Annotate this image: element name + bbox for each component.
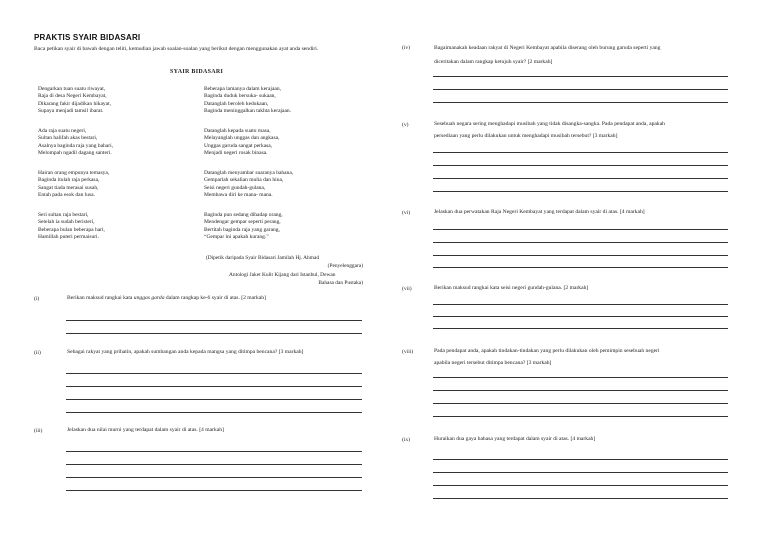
verse-line: Beberapa bulan beberapa hari, <box>38 226 105 233</box>
verse-line: Setelah ia sudah beristeri, <box>38 219 95 226</box>
answer-line <box>433 89 728 90</box>
answer-line <box>66 320 362 321</box>
answer-line <box>433 304 728 305</box>
verse-line: Melompah ngadil dagang santeri. <box>38 149 112 156</box>
instructions: Baca petikan syair di bawah dengan teliti, kemudian jawab soalan-soalan yang berikut dengan menggunakan ayat anda sendiri. <box>34 46 319 52</box>
citation-line: Bahasa dan Pustaka) <box>318 280 363 287</box>
stanza-6 <box>204 128 364 157</box>
citation-line: (Dipetik daripada Syair Bidasari Jamilah Hj. Ahmad <box>206 255 320 261</box>
question-1-text: Berikan maksud rangkai kata unggas garda dalam rangkap ke-6 syair di atas. [2 markah] <box>67 295 266 301</box>
verse-line: Datanglah kepada suatu masa, <box>204 128 271 134</box>
answer-line <box>433 242 728 243</box>
question-3-text: Jelaskan dua nilai murni yang terdapat dalam syair di atas. [4 markah] <box>67 427 224 433</box>
verse-line: Seisi negeri gundah-gulana, <box>204 184 266 191</box>
verse-line: Dengarkan tuan suatu riwayat, <box>38 86 106 92</box>
verse-line: Baginda duduk bersuka- sukaan, <box>204 93 276 100</box>
verse-line: Sultan halifah akas bestari, <box>38 135 98 142</box>
question-5-text: Sesebuah negara sering menghadapi musibah yang tidak disangka-sangka. Pada pendapat anda, apakah persediaan yang perlu dilakukan untuk menghadapi musibah tersebut? [3 markah] <box>434 121 665 139</box>
question-number: (viii) <box>402 349 414 355</box>
question-9-text: Huraikan dua gaya bahasa yang terdapat dalam syair di atas. [4 markah] <box>434 436 596 442</box>
verse-line: Bertitah baginda raja yang garang, <box>204 226 280 233</box>
verse-line: Gemparlah sekalian mulia dan hina, <box>204 177 284 184</box>
answer-line <box>66 386 362 387</box>
stanza-2 <box>38 128 198 157</box>
verse-line: Unggas garuda sangat perkasa, <box>204 142 273 149</box>
question-number: (vi) <box>402 210 411 216</box>
verse-line: Seri sultan raja bestari, <box>38 212 89 218</box>
answer-line <box>433 76 728 77</box>
stanza-5 <box>204 86 364 115</box>
verse-line: Beberapa lamanya dalam kerajaan, <box>204 86 281 92</box>
answer-line <box>433 229 728 230</box>
answer-line <box>66 412 362 413</box>
answer-line <box>433 390 728 391</box>
answer-line <box>433 416 728 417</box>
verse-line: Mendengar gempar seperti perang, <box>204 219 281 226</box>
poem-title: SYAIR BIDASARI <box>170 69 224 75</box>
citation-line: Antologi Jaket Kulit Kijang dari Istanbul, Dewan <box>229 271 336 278</box>
answer-line <box>66 333 362 334</box>
answer-line <box>66 451 362 452</box>
question-number: (ii) <box>34 350 41 356</box>
verse-line: Hairan orang empunya temasya, <box>38 170 110 176</box>
answer-line <box>433 459 728 460</box>
verse-line: Datanglah beroleh kedukaan, <box>204 100 269 107</box>
stanza-3 <box>38 170 198 199</box>
question-8-text: Pada pendapat anda, apakah tindakan-tindakan yang perlu dilakukan oleh pemimpin sesebuah negeri apabila negeri tersebut ditimpa bencana? [3 markah] <box>434 348 660 366</box>
verse-line: Hamillah puteri permaisuri. <box>38 233 99 240</box>
question-7-text: Berikan maksud rangkai kata seisi negeri gundah-gulana. [2 markah] <box>434 285 589 291</box>
citation-line: (Penyelenggara) <box>327 263 363 270</box>
answer-line <box>433 328 728 329</box>
answer-line <box>433 267 728 268</box>
question-2-text: Sebagai rakyat yang prihatin, apakah sumbangan anda kepada mangsa yang ditimpa bencana? [3 markah] <box>67 349 304 355</box>
verse-line: Supaya menjadi tamsil ibarat. <box>38 107 104 114</box>
verse-line: Sangat tiada merasai susah, <box>38 184 99 191</box>
answer-line <box>433 165 728 166</box>
verse-line: Raja di desa Negeri Kembayat, <box>38 93 107 100</box>
answer-line <box>433 255 728 256</box>
stanza-8 <box>204 212 364 241</box>
stanza-1 <box>38 86 198 115</box>
answer-line <box>433 485 728 486</box>
page-title: PRAKTIS SYAIR BIDASARI <box>34 33 141 42</box>
answer-line <box>433 403 728 404</box>
verse-line: Baginda pun sedang dihadap orang, <box>204 212 283 218</box>
question-number: (iii) <box>34 428 43 434</box>
question-number: (ix) <box>402 437 411 443</box>
answer-line <box>66 399 362 400</box>
answer-line <box>433 178 728 179</box>
answer-line <box>66 464 362 465</box>
verse-line: Baginda itulah raja perkasa, <box>38 177 100 184</box>
verse-line: Melayanglah unggas dan angkasa, <box>204 135 280 142</box>
verse-line: Asalnya baginda raja yang bahari, <box>38 142 113 149</box>
answer-line <box>433 498 728 499</box>
question-number: (vii) <box>402 286 412 292</box>
question-4-text: Bagaimanakah keadaan rakyat di Negeri Kembayat apabila diserang oleh burung garuda seperti yang diceritakan dalam rangkap ketujuh syair? [2 markah] <box>434 45 661 65</box>
stanza-4 <box>38 212 198 241</box>
source-citation <box>206 254 363 288</box>
verse-line: Entah pada esok dan lusa. <box>38 191 95 198</box>
answer-line <box>433 191 728 192</box>
answer-line <box>66 490 362 491</box>
verse-line: Baginda meninggalkan takhta kerajaan. <box>204 107 292 114</box>
verse-line: Menjadi negeri rosak binasa. <box>204 149 268 156</box>
verse-line: Dikarang fakir dijadikan hikayat, <box>38 100 112 107</box>
answer-line <box>66 477 362 478</box>
answer-line <box>66 373 362 374</box>
answer-line <box>433 377 728 378</box>
verse-line: “Gempar ini apakah kurang.” <box>204 233 269 240</box>
answer-line <box>433 152 728 153</box>
question-number: (v) <box>402 122 409 128</box>
answer-line <box>433 472 728 473</box>
verse-line: Membawa diri ke mana- mana. <box>204 191 273 198</box>
verse-line: Ada raja suatu negeri, <box>38 128 87 134</box>
question-number: (iv) <box>402 45 411 51</box>
question-6-text: Jelaskan dua perwatakan Raja Negeri Kembayat yang terdapat dalam syair di atas. [4 markah] <box>434 209 645 215</box>
stanza-7 <box>204 170 364 199</box>
verse-line: Datanglah menyambar suaranya bahana, <box>204 170 294 176</box>
question-number: (i) <box>34 296 40 302</box>
answer-line <box>433 102 728 103</box>
answer-line <box>433 316 728 317</box>
